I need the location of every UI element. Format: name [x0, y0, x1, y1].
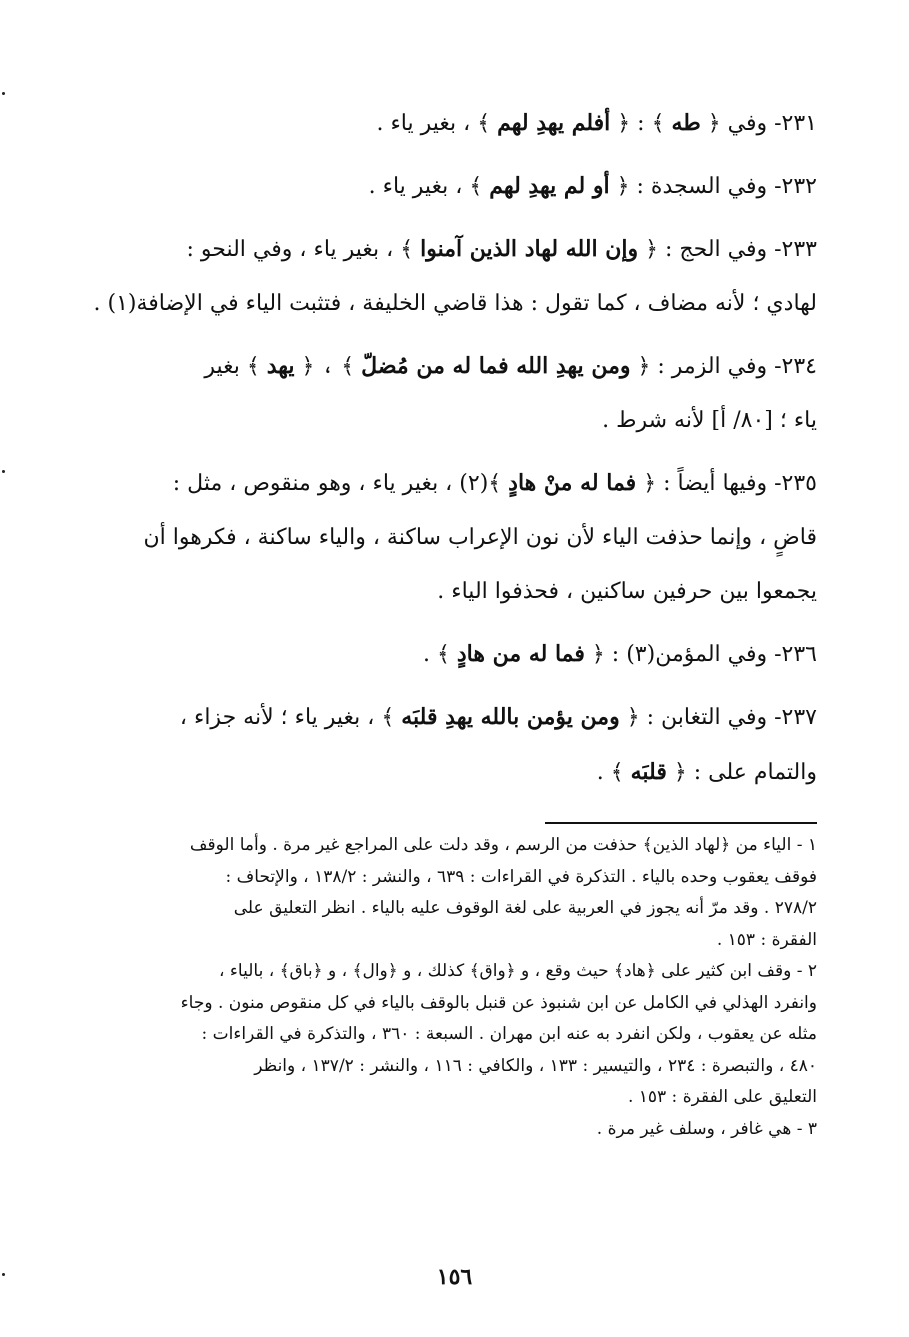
footnote-line: ٤٨٠ ، والتبصرة : ٢٣٤ ، والتيسير : ١٣٣ ، والكافي : ١١٦ ، والنشر : ١٣٧/٢ ، وانظر	[254, 1055, 817, 1076]
footnotes	[77, 830, 817, 1145]
footnote-3	[77, 1114, 817, 1146]
text-run: ٢٣٧- وفي التغابن : ﴿	[619, 705, 817, 730]
footnote-line: وانفرد الهذلي في الكامل عن ابن شنبوذ عن قنبل بالوقف بالياء في كل منقوص منون . وجاء	[180, 992, 817, 1013]
entry-233	[77, 222, 817, 331]
quran-quote: ومن يهدِ الله فما له من مُضلّ	[361, 353, 631, 379]
text-run: قاضٍ ، وإنما حذفت الياء لأن نون الإعراب ساكنة ، والياء ساكنة ، فكرهوا أن	[143, 525, 817, 550]
footnote-line: ٢٧٨/٢ . وقد مرّ أنه يجوز في العربية على لغة الوقوف عليه بالياء . انظر التعليق على	[233, 898, 817, 918]
main-text	[77, 96, 817, 808]
footnote-2	[77, 956, 817, 1114]
entry-235	[77, 456, 817, 619]
footnote-1	[77, 830, 817, 956]
text-run: ﴾ ، بغير ياء ؛ لأنه جزاء ،	[179, 705, 402, 730]
entry-232	[77, 159, 817, 214]
entry-line	[77, 565, 817, 619]
text-run: ﴾ ، بغير ياء .	[376, 111, 498, 136]
footnote-line: ٢ - وقف ابن كثير على ﴿هاد﴾ حيث وقع ، و ﴿واق﴾ كذلك ، و ﴿وال﴾ ، و ﴿باق﴾ ، بالياء ،	[219, 961, 817, 981]
text-run: ياء ؛ [٨٠/ أ] لأنه شرط .	[602, 408, 817, 433]
entry-236	[77, 627, 817, 682]
quran-quote: يهد	[266, 353, 295, 379]
entry-line	[77, 96, 817, 151]
entry-line	[77, 627, 817, 682]
quran-quote: وإن الله لهاد الذين آمنوا	[420, 236, 639, 262]
text-run: ﴾ : ﴿	[610, 111, 672, 136]
entry-line	[77, 394, 817, 448]
entry-line	[77, 456, 817, 511]
entry-line	[77, 511, 817, 565]
quran-quote: أو لم يهدِ لهم	[489, 173, 610, 199]
quran-quote: فما له منْ هادٍ	[508, 470, 637, 496]
footnote-line: فوقف يعقوب وحده بالياء . التذكرة في القراءات : ٦٣٩ ، والنشر : ١٣٨/٢ ، والإتحاف :	[225, 866, 817, 887]
quran-quote: فما له من هادٍ	[456, 641, 585, 667]
quran-quote: طه	[671, 110, 701, 136]
text-run: لهادي ؛ لأنه مضاف ، كما تقول : هذا قاضي الخليفة ، فتثبت الياء في الإضافة(١) .	[93, 291, 817, 316]
footnote-line: التعليق على الفقرة : ١٥٣ .	[627, 1087, 817, 1107]
edge-mark	[2, 1273, 5, 1276]
entry-line	[77, 277, 817, 331]
footnote-line: مثله عن يعقوب ، ولكن انفرد به عنه ابن مهران . السبعة : ٣٦٠ ، والتذكرة في القراءات :	[201, 1024, 817, 1044]
text-run: ﴾ ، بغير ياء ، وفي النحو :	[186, 237, 421, 262]
text-run: ٢٣١- وفي ﴿	[700, 111, 817, 136]
quran-quote: أفلم يهدِ لهم	[497, 110, 611, 136]
footnote-line: ٣ - هي غافر ، وسلف غير مرة .	[596, 1118, 817, 1139]
edge-mark	[2, 92, 5, 95]
text-run: ٢٣٦- وفي المؤمن(٣) : ﴿	[584, 642, 817, 667]
text-run: ﴾ .	[596, 760, 631, 785]
text-run: ٢٣٢- وفي السجدة : ﴿	[609, 174, 817, 199]
page-number: ١٥٦	[436, 1264, 473, 1290]
text-run: يجمعوا بين حرفين ساكنين ، فحذفوا الياء .	[437, 579, 817, 604]
footnote-line: ١ - الياء من ﴿لهاد الذين﴾ حذفت من الرسم ، وقد دلت على المراجع غير مرة . وأما الوقف	[189, 835, 817, 855]
text-run: ﴾ بغير	[204, 354, 267, 379]
entry-234	[77, 339, 817, 448]
text-run: والتمام على : ﴿	[666, 760, 817, 785]
text-run: ﴾ .	[423, 642, 457, 667]
entry-line	[77, 222, 817, 277]
text-run: ٢٣٤- وفي الزمر : ﴿	[630, 354, 817, 379]
text-run: ﴾ ، بغير ياء .	[368, 174, 490, 199]
footnote-divider	[545, 822, 817, 824]
edge-mark	[2, 470, 5, 473]
quran-quote: ومن يؤمن بالله يهدِ قلبَه	[401, 704, 620, 730]
entry-line	[77, 159, 817, 214]
footnote-line: الفقرة : ١٥٣ .	[716, 929, 817, 950]
entry-237	[77, 690, 817, 800]
entry-line	[77, 690, 817, 745]
entry-line	[77, 745, 817, 800]
text-run: ٢٣٣- وفي الحج : ﴿	[638, 237, 817, 262]
text-run: ﴾(٢) ، بغير ياء ، وهو منقوص ، مثل :	[172, 471, 509, 496]
text-run: ﴾ ، ﴿	[294, 354, 362, 379]
text-run: ٢٣٥- وفيها أيضاً : ﴿	[636, 471, 817, 496]
entry-line	[77, 339, 817, 394]
quran-quote: قلبَه	[630, 759, 667, 785]
entry-231	[77, 96, 817, 151]
